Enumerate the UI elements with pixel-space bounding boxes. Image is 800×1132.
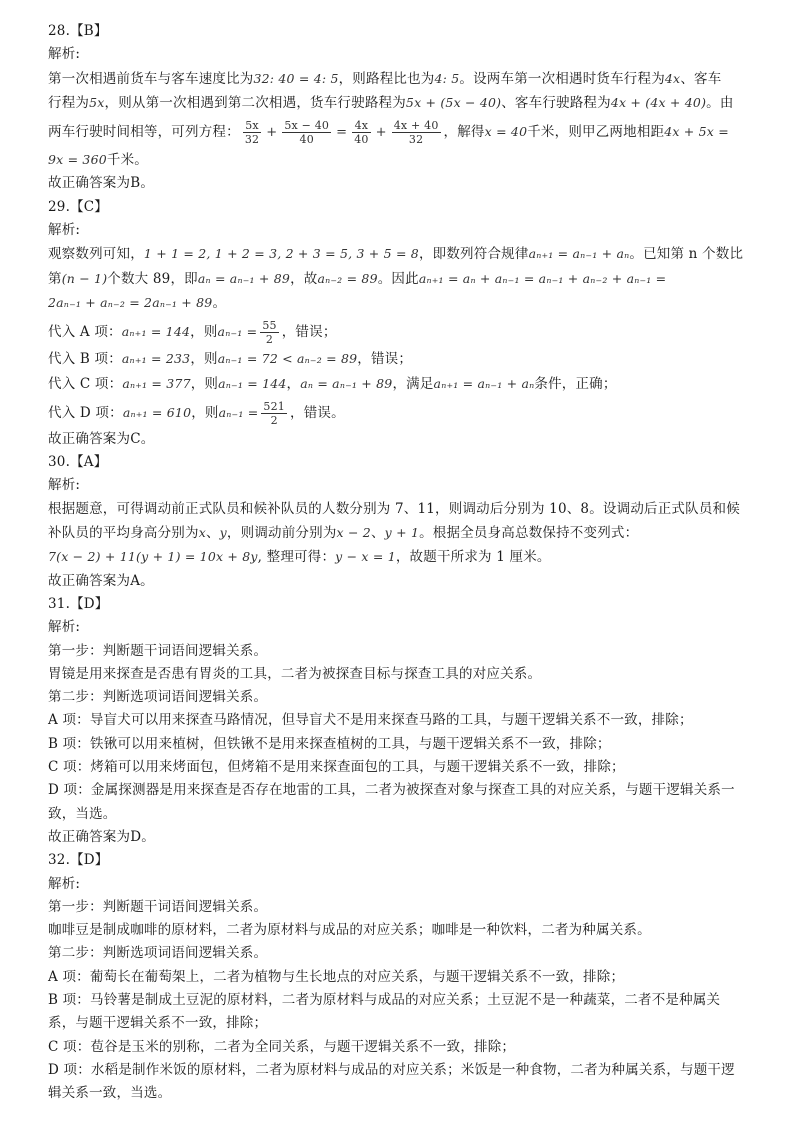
- text-line: [48, 803, 760, 826]
- text-run: 补队员的平均身高分别为: [48, 525, 199, 542]
- text-run: 千米。: [106, 152, 148, 169]
- math-expression: aₙ₊₁ = aₙ₋₁ + aₙ: [528, 246, 630, 262]
- math-expression: aₙ₊₁ = 377: [122, 375, 191, 391]
- text-run: 条件，正确；: [534, 375, 617, 392]
- text-run: B 项：马铃薯是制成土豆泥的原材料，二者为原材料与成品的对应关系；土豆泥不是一种蔬菜，二者不是种属关: [48, 991, 721, 1008]
- fraction-denominator: 40: [299, 133, 314, 147]
- text-run: ，错误；: [281, 324, 337, 341]
- math-expression: x: [198, 525, 206, 541]
- text-line: [48, 989, 760, 1012]
- text-line: [48, 570, 760, 593]
- text-line: [48, 1036, 760, 1059]
- text-line: [48, 640, 760, 663]
- text-run: 行程为: [48, 94, 90, 111]
- text-run: 故正确答案为A。: [48, 572, 154, 589]
- math-expression: aₙ = aₙ₋₁ + 89: [300, 375, 393, 391]
- text-run: 代入 D 项：: [48, 404, 123, 421]
- text-line: [48, 115, 760, 148]
- text-run: 。已知第 n 个数比: [629, 246, 744, 263]
- math-expression: 4x + (4x + 40): [610, 94, 707, 110]
- text-run: 30.【A】: [48, 454, 108, 471]
- math-expression: aₙ₊₁ = aₙ₋₁ + aₙ: [433, 375, 535, 391]
- fraction: [261, 400, 287, 427]
- text-run: A 项：葡萄长在葡萄架上，二者为植物与生长地点的对应关系，与题干逻辑关系不一致，排除；: [48, 968, 625, 985]
- text-line: [48, 593, 760, 616]
- text-line: [48, 67, 760, 91]
- text-run: 31.【D】: [48, 595, 109, 612]
- fraction-numerator: 4x: [352, 119, 370, 133]
- text-run: 致，当选。: [48, 805, 117, 822]
- math-expression: aₙ₋₁ =: [218, 404, 259, 420]
- fraction: [282, 119, 331, 146]
- fraction-denominator: 40: [354, 133, 369, 147]
- text-line: [48, 20, 760, 43]
- text-run: B 项：铁锹可以用来植树，但铁锹不是用来探查植树的工具，与题干逻辑关系不一致，排除；: [48, 735, 611, 752]
- text-line: [48, 315, 760, 347]
- text-line: [48, 372, 760, 396]
- text-run: 代入 A 项：: [48, 324, 122, 341]
- text-run: ，则: [191, 404, 219, 421]
- math-expression: 32: 40 = 4: 5: [253, 70, 339, 86]
- text-run: ，则: [190, 324, 218, 341]
- text-run: 。根据全员身高总数保持不变列式：: [419, 525, 639, 542]
- math-expression: 4x + 5x =: [664, 124, 729, 140]
- math-expression: aₙ₋₂ = 89: [317, 270, 378, 286]
- text-line: [48, 756, 760, 779]
- text-run: 第一步：判断题干词语间逻辑关系。: [48, 642, 268, 659]
- text-run: A 项：导盲犬可以用来探查马路情况，但导盲犬不是用来探查马路的工具，与题干逻辑关系不一致，排除；: [48, 712, 693, 729]
- text-run: 解析:: [48, 875, 81, 892]
- text-line: [48, 849, 760, 872]
- text-line: [48, 896, 760, 919]
- text-run: 两车行驶时间相等，可列方程：: [48, 124, 240, 141]
- fraction-numerator: 4x + 40: [393, 119, 439, 133]
- text-run: 、客车行驶路程为: [501, 94, 611, 111]
- text-line: [48, 545, 760, 569]
- text-run: 代入 C 项：: [48, 375, 123, 392]
- text-line: [48, 616, 760, 639]
- math-expression: 1 + 1 = 2, 1 + 2 = 3, 2 + 3 = 5, 3 + 5 = 8: [143, 246, 419, 262]
- fraction-numerator: 55: [262, 319, 277, 333]
- text-run: 故正确答案为D。: [48, 828, 155, 845]
- text-run: 解析:: [48, 46, 81, 63]
- text-run: 解析:: [48, 477, 81, 494]
- text-line: [48, 873, 760, 896]
- text-run: 第: [48, 270, 62, 287]
- text-line: [48, 451, 760, 474]
- math-expression: 5x + (5x − 40): [405, 94, 502, 110]
- text-run: 故正确答案为C。: [48, 430, 155, 447]
- text-run: 解析:: [48, 619, 81, 636]
- text-run: 第二步：判断选项词语间逻辑关系。: [48, 945, 268, 962]
- text-run: ，解得: [443, 124, 485, 141]
- text-run: ，错误。: [290, 404, 345, 421]
- text-run: 。因此: [377, 270, 419, 287]
- math-expression: aₙ₋₁ = 144: [218, 375, 287, 391]
- math-expression: y + 1: [384, 525, 420, 541]
- math-expression: (n − 1): [61, 270, 108, 286]
- text-run: 。由: [706, 94, 734, 111]
- text-run: 28.【B】: [48, 23, 108, 39]
- text-run: 代入 B 项：: [48, 351, 122, 368]
- text-run: 系，与题干逻辑关系不一致，排除；: [48, 1015, 268, 1032]
- text-line: [48, 396, 760, 428]
- text-run: 第一次相遇前货车与客车速度比为: [48, 70, 254, 87]
- text-run: C 项：烤箱可以用来烤面包，但烤箱不是用来探查面包的工具，与题干逻辑关系不一致，排除；: [48, 759, 625, 776]
- math-expression: aₙ₋₁ = 72 < aₙ₋₂ = 89: [217, 351, 358, 367]
- text-line: [48, 686, 760, 709]
- text-run: ，则: [190, 375, 219, 392]
- fraction-denominator: 2: [270, 413, 278, 427]
- text-run: 观察数列可知，: [48, 246, 144, 263]
- math-expression: aₙ₊₁ = aₙ + aₙ₋₁ = aₙ₋₁ + aₙ₋₂ + aₙ₋₁ =: [418, 270, 667, 286]
- text-run: 、客车: [680, 70, 722, 87]
- text-line: [48, 91, 760, 115]
- math-expression: 2aₙ₋₁ + aₙ₋₂ = 2aₙ₋₁ + 89: [48, 294, 213, 310]
- text-run: 个数大 89，即: [107, 270, 198, 287]
- text-line: [48, 172, 760, 195]
- text-line: [48, 474, 760, 497]
- text-line: [48, 942, 760, 965]
- math-expression: 4: 5: [434, 70, 460, 86]
- text-run: ，即数列符合规律: [418, 246, 529, 263]
- text-line: [48, 347, 760, 371]
- text-run: 咖啡豆是制成咖啡的原材料，二者为原材料与成品的对应关系；咖啡是一种饮料，二者为种属关系。: [48, 922, 651, 939]
- fraction: [243, 119, 261, 146]
- text-line: [48, 428, 760, 451]
- text-line: [48, 291, 760, 315]
- text-line: [48, 1012, 760, 1035]
- math-expression: x = 40: [484, 124, 528, 140]
- text-run: 。: [212, 294, 227, 311]
- text-run: 第二步：判断选项词语间逻辑关系。: [48, 689, 268, 706]
- text-line: [48, 219, 760, 242]
- fraction: [392, 119, 441, 146]
- text-run: ，满足: [392, 375, 434, 392]
- math-expression: y: [219, 525, 227, 541]
- text-run: , 整理可得：: [257, 549, 336, 566]
- text-line: [48, 521, 760, 545]
- fraction-denominator: 32: [408, 133, 424, 147]
- fraction-numerator: 5x: [243, 119, 261, 133]
- math-expression: y − x = 1: [335, 549, 396, 565]
- text-run: ，故题干所求为 1 厘米。: [395, 549, 551, 566]
- text-run: ，则: [190, 351, 218, 368]
- text-run: 32.【D】: [48, 852, 109, 869]
- text-run: ，则从第一次相遇到第二次相遇，货车行驶路程为: [104, 94, 406, 111]
- fraction-numerator: 521: [263, 399, 286, 413]
- math-operator: +: [375, 125, 387, 141]
- text-line: [48, 709, 760, 732]
- text-run: 。设两车第一次相遇时货车行程为: [459, 70, 665, 87]
- text-run: 根据题意，可得调动前正式队员和候补队员的人数分别为 7、11，则调动后分别为 10、8。设调动后正式队员和候: [48, 500, 740, 517]
- math-expression: 9x = 360: [48, 152, 107, 168]
- fraction-denominator: 2: [265, 333, 274, 347]
- text-line: [48, 663, 760, 686]
- math-expression: aₙ₋₁ =: [217, 324, 258, 340]
- text-run: 第一步：判断题干词语间逻辑关系。: [48, 898, 268, 915]
- text-run: 千米，则甲乙两地相距: [527, 124, 665, 141]
- text-line: [48, 43, 760, 66]
- text-line: [48, 1059, 760, 1082]
- text-line: [48, 733, 760, 756]
- text-run: D 项：水稻是制作米饭的原材料，二者为原材料与成品的对应关系；米饭是一种食物，二者为种属关系，与题干逻: [48, 1061, 735, 1078]
- math-expression: aₙ = aₙ₋₁ + 89: [197, 270, 291, 286]
- text-run: 解析:: [48, 222, 81, 239]
- text-run: ，则路程比也为: [338, 70, 435, 87]
- text-run: 故正确答案为B。: [48, 175, 155, 192]
- fraction-numerator: 5x − 40: [284, 119, 330, 133]
- math-expression: aₙ₊₁ = 144: [121, 324, 191, 340]
- text-run: ，错误；: [357, 351, 413, 368]
- text-run: 辑关系一致，当选。: [48, 1085, 172, 1102]
- text-run: ，: [286, 375, 301, 392]
- text-run: 、: [370, 525, 385, 542]
- fraction: [260, 319, 278, 346]
- text-run: C 项：苞谷是玉米的别称，二者为全同关系，与题干逻辑关系不一致，排除；: [48, 1038, 516, 1055]
- text-line: [48, 148, 760, 172]
- math-expression: 4x: [664, 70, 681, 86]
- math-expression: 7(x − 2) + 11(y + 1) = 10x + 8y: [48, 549, 258, 565]
- math-operator: +: [266, 125, 278, 141]
- text-run: D 项：金属探测器是用来探查是否存在地雷的工具，二者为被探查对象与探查工具的对应关系，与题干逻辑关系一: [48, 782, 735, 799]
- math-expression: aₙ₊₁ = 233: [121, 351, 191, 367]
- math-operator: =: [336, 125, 348, 141]
- document-body: [48, 20, 760, 1105]
- text-run: 、: [205, 525, 220, 542]
- text-line: [48, 826, 760, 849]
- text-line: [48, 196, 760, 219]
- math-expression: x − 2: [336, 525, 371, 541]
- text-run: 胃镜是用来探查是否患有胃炎的工具，二者为被探查目标与探查工具的对应关系。: [48, 665, 542, 682]
- text-line: [48, 919, 760, 942]
- text-run: ，故: [290, 270, 318, 287]
- text-run: ，则调动前分别为: [226, 525, 337, 542]
- fraction-denominator: 32: [244, 133, 260, 147]
- math-expression: 5x: [89, 94, 105, 110]
- text-line: [48, 966, 760, 989]
- text-line: [48, 267, 760, 291]
- text-run: 29.【C】: [48, 198, 108, 215]
- math-expression: aₙ₊₁ = 610: [122, 404, 192, 420]
- text-line: [48, 1082, 760, 1105]
- text-line: [48, 498, 760, 521]
- fraction: [352, 119, 370, 146]
- text-line: [48, 242, 760, 266]
- text-line: [48, 779, 760, 802]
